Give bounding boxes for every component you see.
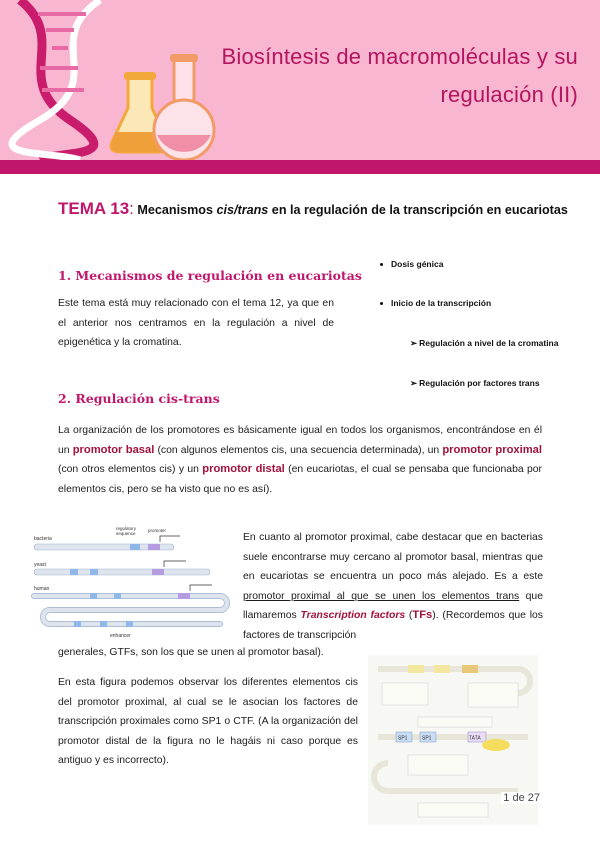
text-run: ). (Recordemos que los factores de transcripción [243,610,543,641]
term-tfs: TFs [412,609,433,622]
section-2-paragraph-4: En esta figura podemos observar los diferentes elementos cis del promotor proximal, al cual se le asocian los factores de transcripción proximales como SP1 o CTF. (A la organización del promotor distal de la figura no le hagáis ni caso porque es antiguo y es incorrecto). [58,677,358,767]
tema-title-italic: cis/trans [216,203,269,217]
fig-label-sp1-b: SP1 [422,735,432,742]
page-header [0,0,600,160]
section-1-heading: 1. Mecanismos de regulación en eucariotas [58,268,362,283]
arrow-bullet-icon: ➢ [410,378,418,388]
text-run: La organización de los promotores es básicamente igual en todos los organismos, encontrándose en él un [58,425,542,456]
promoter-organisms-figure [30,524,236,640]
list-item-label: Regulación a nivel de la cromatina [419,338,559,348]
text-run: que llamaremos [243,590,543,622]
list-item-label: Inicio de la transcripción [391,298,492,308]
fig-label-enhancer: enhancer [110,633,131,639]
header-band [0,160,600,174]
tema-heading [58,199,568,219]
section-1-paragraph: Este tema está muy relacionado con el tema 12, ya que en el anterior nos centramos en la regulación a nivel de epigenética y la cromatina. [58,298,334,349]
tema-title-post: en la regulación de la transcripción en eucariotas [268,203,568,217]
term-transcription-factors: Transcription factors [300,610,406,622]
fig-label-sp1-a: SP1 [398,735,408,742]
sublist-item-trans [410,378,540,389]
fig-label-tata: TATA [469,735,481,742]
tema-colon: : [129,199,134,218]
text-run: (con otros elementos cis) y un [58,464,203,476]
list-item-label: Dosis génica [391,259,444,269]
list-item-inicio [380,298,491,308]
list-item-label: Regulación por factores trans [419,378,540,388]
text-run: ( [405,610,413,622]
section-2-paragraph-3: generales, GTFs, son los que se unen al promotor basal). [58,647,324,658]
term-promotor-distal: promotor distal [202,463,285,476]
tema-number: TEMA 13 [58,199,130,218]
text-run: En cuanto al promotor proximal, cabe destacar que en bacterias suele encontrarse muy cercano al promotor basal, mientras que en eucariotas se encuentra un poco más alejado. Es a este [243,532,543,583]
list-item-dosis [380,259,443,269]
fig-label-yeast: yeast [34,562,46,568]
section-2-heading: 2. Regulación cis-trans [58,391,220,406]
term-promotor-basal: promotor basal [72,443,155,456]
page-number: 1 de 27 [503,792,540,804]
header-title-line-1: Biosíntesis de macromoléculas y su [221,44,578,69]
section-2-paragraph-2 [243,528,543,646]
sublist-item-cromatina [410,338,558,349]
section-2-paragraph-1 [58,421,542,499]
fig-label-bacteria: bacteria [34,536,52,542]
text-run: (con algunos elementos cis, una secuencia determinada), un [154,444,443,456]
arrow-bullet-icon: ➢ [410,338,418,348]
tema-title-pre: Mecanismos [133,203,217,217]
fig-label-sequence: sequence [116,531,136,536]
fig-label-human: human [34,586,50,592]
fig-label-regulatory: regulatory [116,526,137,531]
text-run: (en eucariotas, el cual se pensaba que funcionaba por elementos cis, pero se ha visto que no es así). [58,464,542,495]
bullet-icon [380,263,383,266]
dna-flask-icon [0,0,220,160]
header-title-line-2: regulación (II) [440,82,578,107]
term-promotor-proximal: promotor proximal [442,443,543,456]
fig-label-promoter: promoter [148,528,167,533]
bullet-icon [380,302,383,305]
underlined-text: promotor proximal al que se unen los elementos trans [243,590,520,602]
